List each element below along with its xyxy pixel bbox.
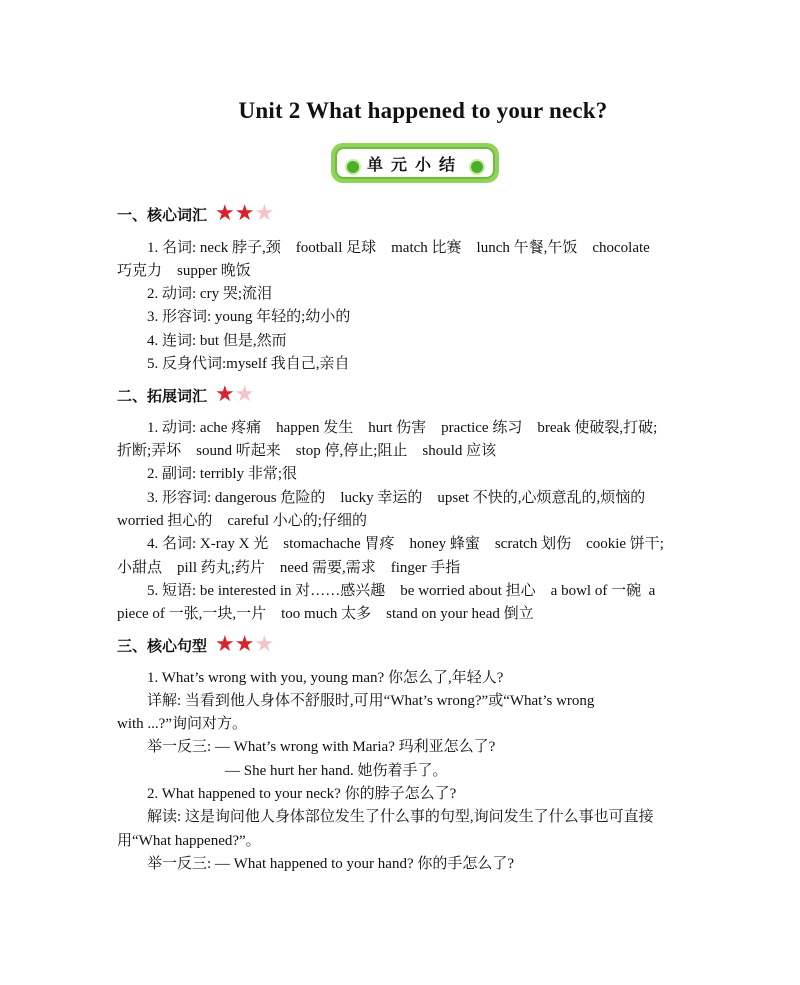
difficulty-stars <box>215 384 254 406</box>
vocab-line: 2. 副词: terribly 非常;很 <box>147 466 297 482</box>
vocab-line: 4. 名词: X-ray X 光 stomachache 胃疼 honey 蜂蜜 scratch 划伤 cookie 饼干; <box>147 536 664 552</box>
vocab-line: 5. 反身代词:myself 我自己,亲自 <box>147 356 350 372</box>
section-heading-extended-vocab <box>117 384 254 406</box>
star-icon: ★ <box>254 201 275 226</box>
section-heading-core-vocab <box>117 203 274 225</box>
vocab-line: 1. 动词: ache 疼痛 happen 发生 hurt 伤害 practice 练习 break 使破裂,打破; <box>147 420 658 436</box>
sentence-line: 举一反三: — What happened to your hand? 你的手怎么了? <box>147 856 515 872</box>
vocab-line: worried 担心的 careful 小心的;仔细的 <box>117 513 367 529</box>
sentence-line: 详解: 当看到他人身体不舒服时,可用“What’s wrong?”或“What’s wrong <box>147 693 595 709</box>
page-title: Unit 2 What happened to your neck? <box>238 98 608 123</box>
cropped-footer <box>75 946 725 954</box>
vocab-line: 巧克力 supper 晚饭 <box>117 263 251 279</box>
badge-dot-right-icon <box>469 159 485 175</box>
star-icon: ★ <box>215 201 235 226</box>
star-icon: ★ <box>234 632 255 657</box>
sentence-line: 举一反三: — What’s wrong with Maria? 玛利亚怎么了? <box>147 739 496 755</box>
section-heading-core-sentences <box>117 634 274 656</box>
vocab-line: 5. 短语: be interested in 对……感兴趣 be worried about 担心 a bowl of 一碗 a <box>147 583 656 599</box>
vocab-line: piece of 一张,一块,一片 too much 太多 stand on your head 倒立 <box>117 606 534 622</box>
unit-summary-badge <box>331 143 499 183</box>
badge-dot-left-icon <box>345 159 361 175</box>
section-heading-text: 二、拓展词汇 <box>117 386 208 405</box>
badge-label: 单元小结 <box>366 154 463 174</box>
vocab-line: 3. 形容词: young 年轻的;幼小的 <box>147 309 351 325</box>
sentence-line: — She hurt her hand. 她伤着手了。 <box>225 763 448 779</box>
difficulty-stars <box>215 634 274 656</box>
section-heading-text: 三、核心句型 <box>117 636 208 655</box>
vocab-line: 2. 动词: cry 哭;流泪 <box>147 286 272 302</box>
difficulty-stars <box>215 203 274 225</box>
sentence-line: 1. What’s wrong with you, young man? 你怎么了,年轻人? <box>147 670 504 686</box>
section-heading-text: 一、核心词汇 <box>117 205 208 224</box>
star-icon: ★ <box>254 632 275 657</box>
sentence-line: 解读: 这是询问他人身体部位发生了什么事的句型,询问发生了什么事也可直接 <box>147 809 654 825</box>
star-icon: ★ <box>215 382 235 407</box>
star-icon: ★ <box>234 201 255 226</box>
sentence-line: with ...?”询问对方。 <box>117 716 247 732</box>
star-icon: ★ <box>234 382 255 407</box>
vocab-line: 3. 形容词: dangerous 危险的 lucky 幸运的 upset 不快的,心烦意乱的,烦恼的 <box>147 490 646 506</box>
vocab-line: 4. 连词: but 但是,然而 <box>147 333 287 349</box>
vocab-line: 1. 名词: neck 脖子,颈 football 足球 match 比赛 lunch 午餐,午饭 chocolate <box>147 240 650 256</box>
sentence-line: 用“What happened?”。 <box>117 833 261 849</box>
sentence-line: 2. What happened to your neck? 你的脖子怎么了? <box>147 786 457 802</box>
vocab-line: 折断;弄坏 sound 听起来 stop 停,停止;阻止 should 应该 <box>117 443 497 459</box>
star-icon: ★ <box>215 632 235 657</box>
badge-frame <box>335 147 495 179</box>
vocab-line: 小甜点 pill 药丸;药片 need 需要,需求 finger 手指 <box>117 560 461 576</box>
